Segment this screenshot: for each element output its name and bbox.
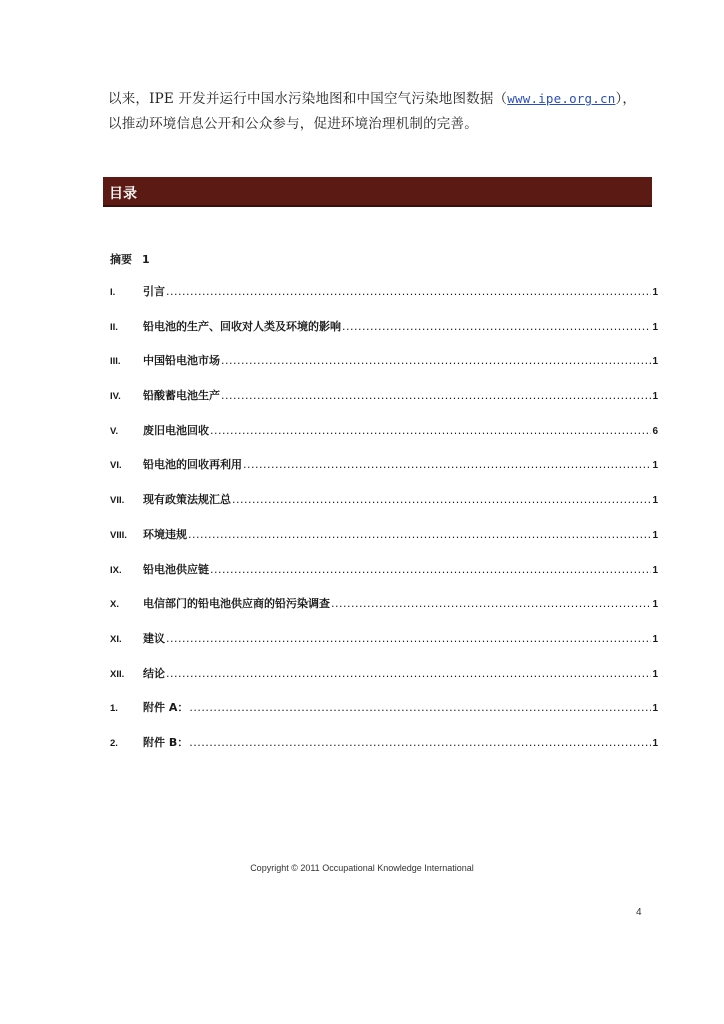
toc-entry-title: 铅电池供应链: [143, 562, 209, 576]
intro-text-after-link: ），: [615, 91, 637, 107]
toc-entry-title: 电信部门的铅电池供应商的铅污染调查: [143, 597, 330, 611]
toc-leader-dots: [166, 632, 651, 645]
toc-entry[interactable]: [110, 491, 658, 526]
toc-entry-title: 引言: [143, 285, 165, 298]
toc-leader-dots: [232, 493, 651, 506]
toc-entry-title: 建议: [143, 631, 165, 645]
toc-entry[interactable]: [110, 734, 658, 769]
toc-entry-number: VII.: [110, 495, 125, 507]
toc-entry-page: 6: [652, 425, 658, 437]
page-number: 4: [636, 907, 642, 918]
toc-entry-number: X.: [110, 599, 119, 611]
toc-entry[interactable]: [110, 630, 658, 665]
toc-entry-page: 1: [652, 460, 658, 472]
toc-entry-page: 1: [652, 356, 658, 368]
toc-entry-title: 附件 A：: [143, 701, 189, 715]
toc-entry-title: 废旧电池回收: [143, 423, 209, 437]
toc-leader-dots: [189, 701, 651, 714]
toc-entry-number: XI.: [110, 633, 122, 645]
toc-entry[interactable]: [110, 352, 658, 387]
toc-leader-dots: [166, 285, 651, 298]
intro-line-1: [108, 86, 668, 112]
intro-line-2: 以推动环境信息公开和公众参与，促进环境治理机制的完善。: [108, 116, 478, 132]
toc-entry-title: 铅电池的生产、回收对人类及环境的影响: [143, 319, 341, 333]
toc-entry-page: 1: [652, 321, 658, 333]
toc-entry[interactable]: [110, 665, 658, 700]
toc-entry-title: 附件 B：: [143, 735, 189, 749]
toc-entry-number: IV.: [110, 391, 121, 403]
toc-entry-title: 结论: [143, 666, 165, 680]
toc-entry-number: VI.: [110, 460, 122, 472]
toc-leader-dots: [342, 320, 651, 333]
toc-entry-number: VIII.: [110, 529, 127, 541]
toc-entry[interactable]: [110, 526, 658, 561]
table-of-contents: [110, 283, 658, 769]
toc-leader-dots: [221, 389, 651, 402]
toc-summary-entry[interactable]: [110, 251, 150, 267]
toc-entry-title: 现有政策法规汇总: [143, 493, 231, 507]
summary-label: 摘要: [110, 253, 132, 266]
toc-heading-banner: [103, 177, 652, 207]
toc-entry-number: 1.: [110, 703, 118, 715]
toc-entry[interactable]: [110, 387, 658, 422]
copyright-notice: Copyright © 2011 Occupational Knowledge International: [250, 863, 474, 873]
toc-leader-dots: [189, 736, 651, 749]
toc-heading: 目录: [109, 186, 137, 202]
toc-entry-page: 1: [652, 633, 658, 645]
toc-entry-number: III.: [110, 356, 121, 368]
toc-entry[interactable]: [110, 283, 658, 318]
summary-page-number: 1: [142, 253, 150, 266]
toc-entry-title: 环境违规: [143, 527, 187, 541]
toc-leader-dots: [166, 667, 651, 680]
toc-entry-number: 2.: [110, 737, 118, 749]
toc-entry-number: I.: [110, 287, 116, 298]
toc-entry-page: 1: [652, 529, 658, 541]
toc-entry-number: IX.: [110, 564, 122, 576]
toc-entry-number: XII.: [110, 668, 125, 680]
toc-entry-page: 1: [652, 564, 658, 576]
toc-leader-dots: [221, 354, 651, 367]
toc-entry-title: 铅电池的回收再利用: [143, 458, 242, 472]
toc-entry-title: 中国铅电池市场: [143, 354, 220, 368]
toc-leader-dots: [210, 563, 651, 576]
toc-entry-page: 1: [652, 287, 658, 298]
toc-entry-page: 1: [652, 703, 658, 715]
toc-leader-dots: [188, 528, 651, 541]
toc-entry[interactable]: [110, 422, 658, 457]
toc-leader-dots: [243, 458, 651, 471]
toc-entry-page: 1: [652, 495, 658, 507]
toc-entry-page: 1: [652, 668, 658, 680]
toc-entry[interactable]: [110, 561, 658, 596]
toc-entry-page: 1: [652, 599, 658, 611]
toc-leader-dots: [331, 597, 651, 610]
ipe-website-link[interactable]: www.ipe.org.cn: [507, 91, 616, 106]
toc-entry[interactable]: [110, 595, 658, 630]
toc-entry[interactable]: [110, 456, 658, 491]
intro-text-before-link: 以来，IPE 开发并运行中国水污染地图和中国空气污染地图数据（: [108, 91, 508, 107]
toc-leader-dots: [210, 424, 651, 437]
toc-entry-page: 1: [652, 737, 658, 749]
toc-entry[interactable]: [110, 318, 658, 353]
toc-entry-page: 1: [652, 391, 658, 403]
toc-entry-title: 铅酸蓄电池生产: [143, 389, 220, 403]
intro-paragraph: [108, 86, 668, 137]
toc-entry[interactable]: [110, 699, 658, 734]
toc-entry-number: II.: [110, 321, 118, 333]
toc-entry-number: V.: [110, 425, 119, 437]
